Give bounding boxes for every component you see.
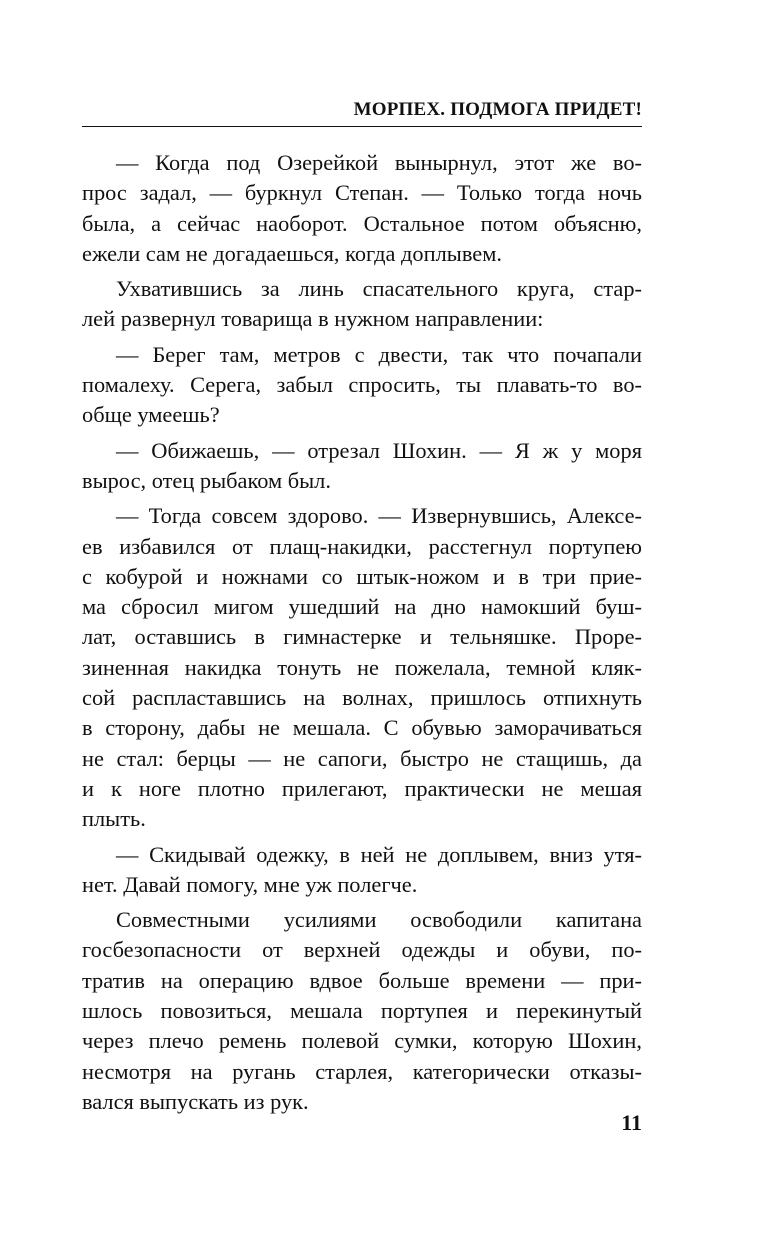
text-line: прос задал, — буркнул Степан. — Только тогда ночь [82,180,642,206]
text-line: вырос, отец рыбаком был. [82,467,331,493]
text-line: лат, оставшись в гимнастерке и тельняшке. Проре- [82,624,642,650]
text-line: несмотря на ругань старлея, категорически отказы- [82,1058,642,1084]
text-line: — Когда под Озерейкой вынырнул, этот же во- [116,150,642,175]
text-line: ежели сам не догадаешься, когда доплывем. [82,240,502,266]
text-line: с кобурой и ножнами со штык-ножом и в три прие- [82,563,642,589]
text-line: шлось повозиться, мешала портупея и перекинутый [82,998,642,1024]
paragraph [82,274,642,335]
text-line: была, а сейчас наоборот. Остальное потом объясню, [82,210,642,236]
text-line: через плечо ремень полевой сумки, которую Шохин, [82,1028,642,1054]
text-line: Совместными усилиями освободили капитана [116,907,642,933]
text-line: тратив на операцию вдвое больше времени — при- [82,967,642,993]
body-text [82,148,642,1122]
text-line: в сторону, дабы не мешала. С обувью заморачиваться [82,715,642,741]
text-line: — Тогда совсем здорово. — Извернувшись, Алексе- [116,503,642,529]
text-line: госбезопасности от верхней одежды и обуви, по- [82,937,642,963]
text-line: лей развернул товарища в нужном направлении: [82,306,544,332]
paragraph [82,148,642,269]
running-title: МОРПЕХ. ПОДМОГА ПРИДЕТ! [353,99,642,120]
text-line: не стал: берцы — не сапоги, быстро не стащишь, да [82,745,642,771]
text-line: плыть. [82,806,146,832]
text-line: нет. Давай помогу, мне уж полегче. [82,871,418,897]
text-line: — Скидывай одежку, в ней не доплывем, вниз утя- [116,841,642,867]
text-line: вался выпускать из рук. [82,1088,309,1114]
text-line: ев избавился от плащ-накидки, расстегнул портупею [82,533,642,559]
text-line: сой распластавшись на волнах, пришлось отпихнуть [82,685,642,711]
text-line: ма сбросил мигом ушедший на дно намокший буш- [82,594,642,620]
text-line: — Обижаешь, — отрезал Шохин. — Я ж у моря [116,437,642,463]
header-rule [82,126,642,127]
text-line: Ухватившись за линь спасательного круга, стар- [116,276,642,302]
paragraph [82,436,642,497]
text-line: помалеху. Серега, забыл спросить, ты плавать-то во- [82,372,642,398]
text-line: — Берег там, метров с двести, так что почапали [116,341,642,367]
paragraph [82,905,642,1117]
text-line: обще умеешь? [82,402,220,428]
paragraph [82,840,642,901]
page-number: 11 [621,1110,642,1135]
text-line: зиненная накидка тонуть не пожелала, темной кляк- [82,654,642,680]
paragraph [82,340,642,431]
text-line: и к ноге плотно прилегают, практически не мешая [82,775,642,801]
paragraph [82,501,642,834]
